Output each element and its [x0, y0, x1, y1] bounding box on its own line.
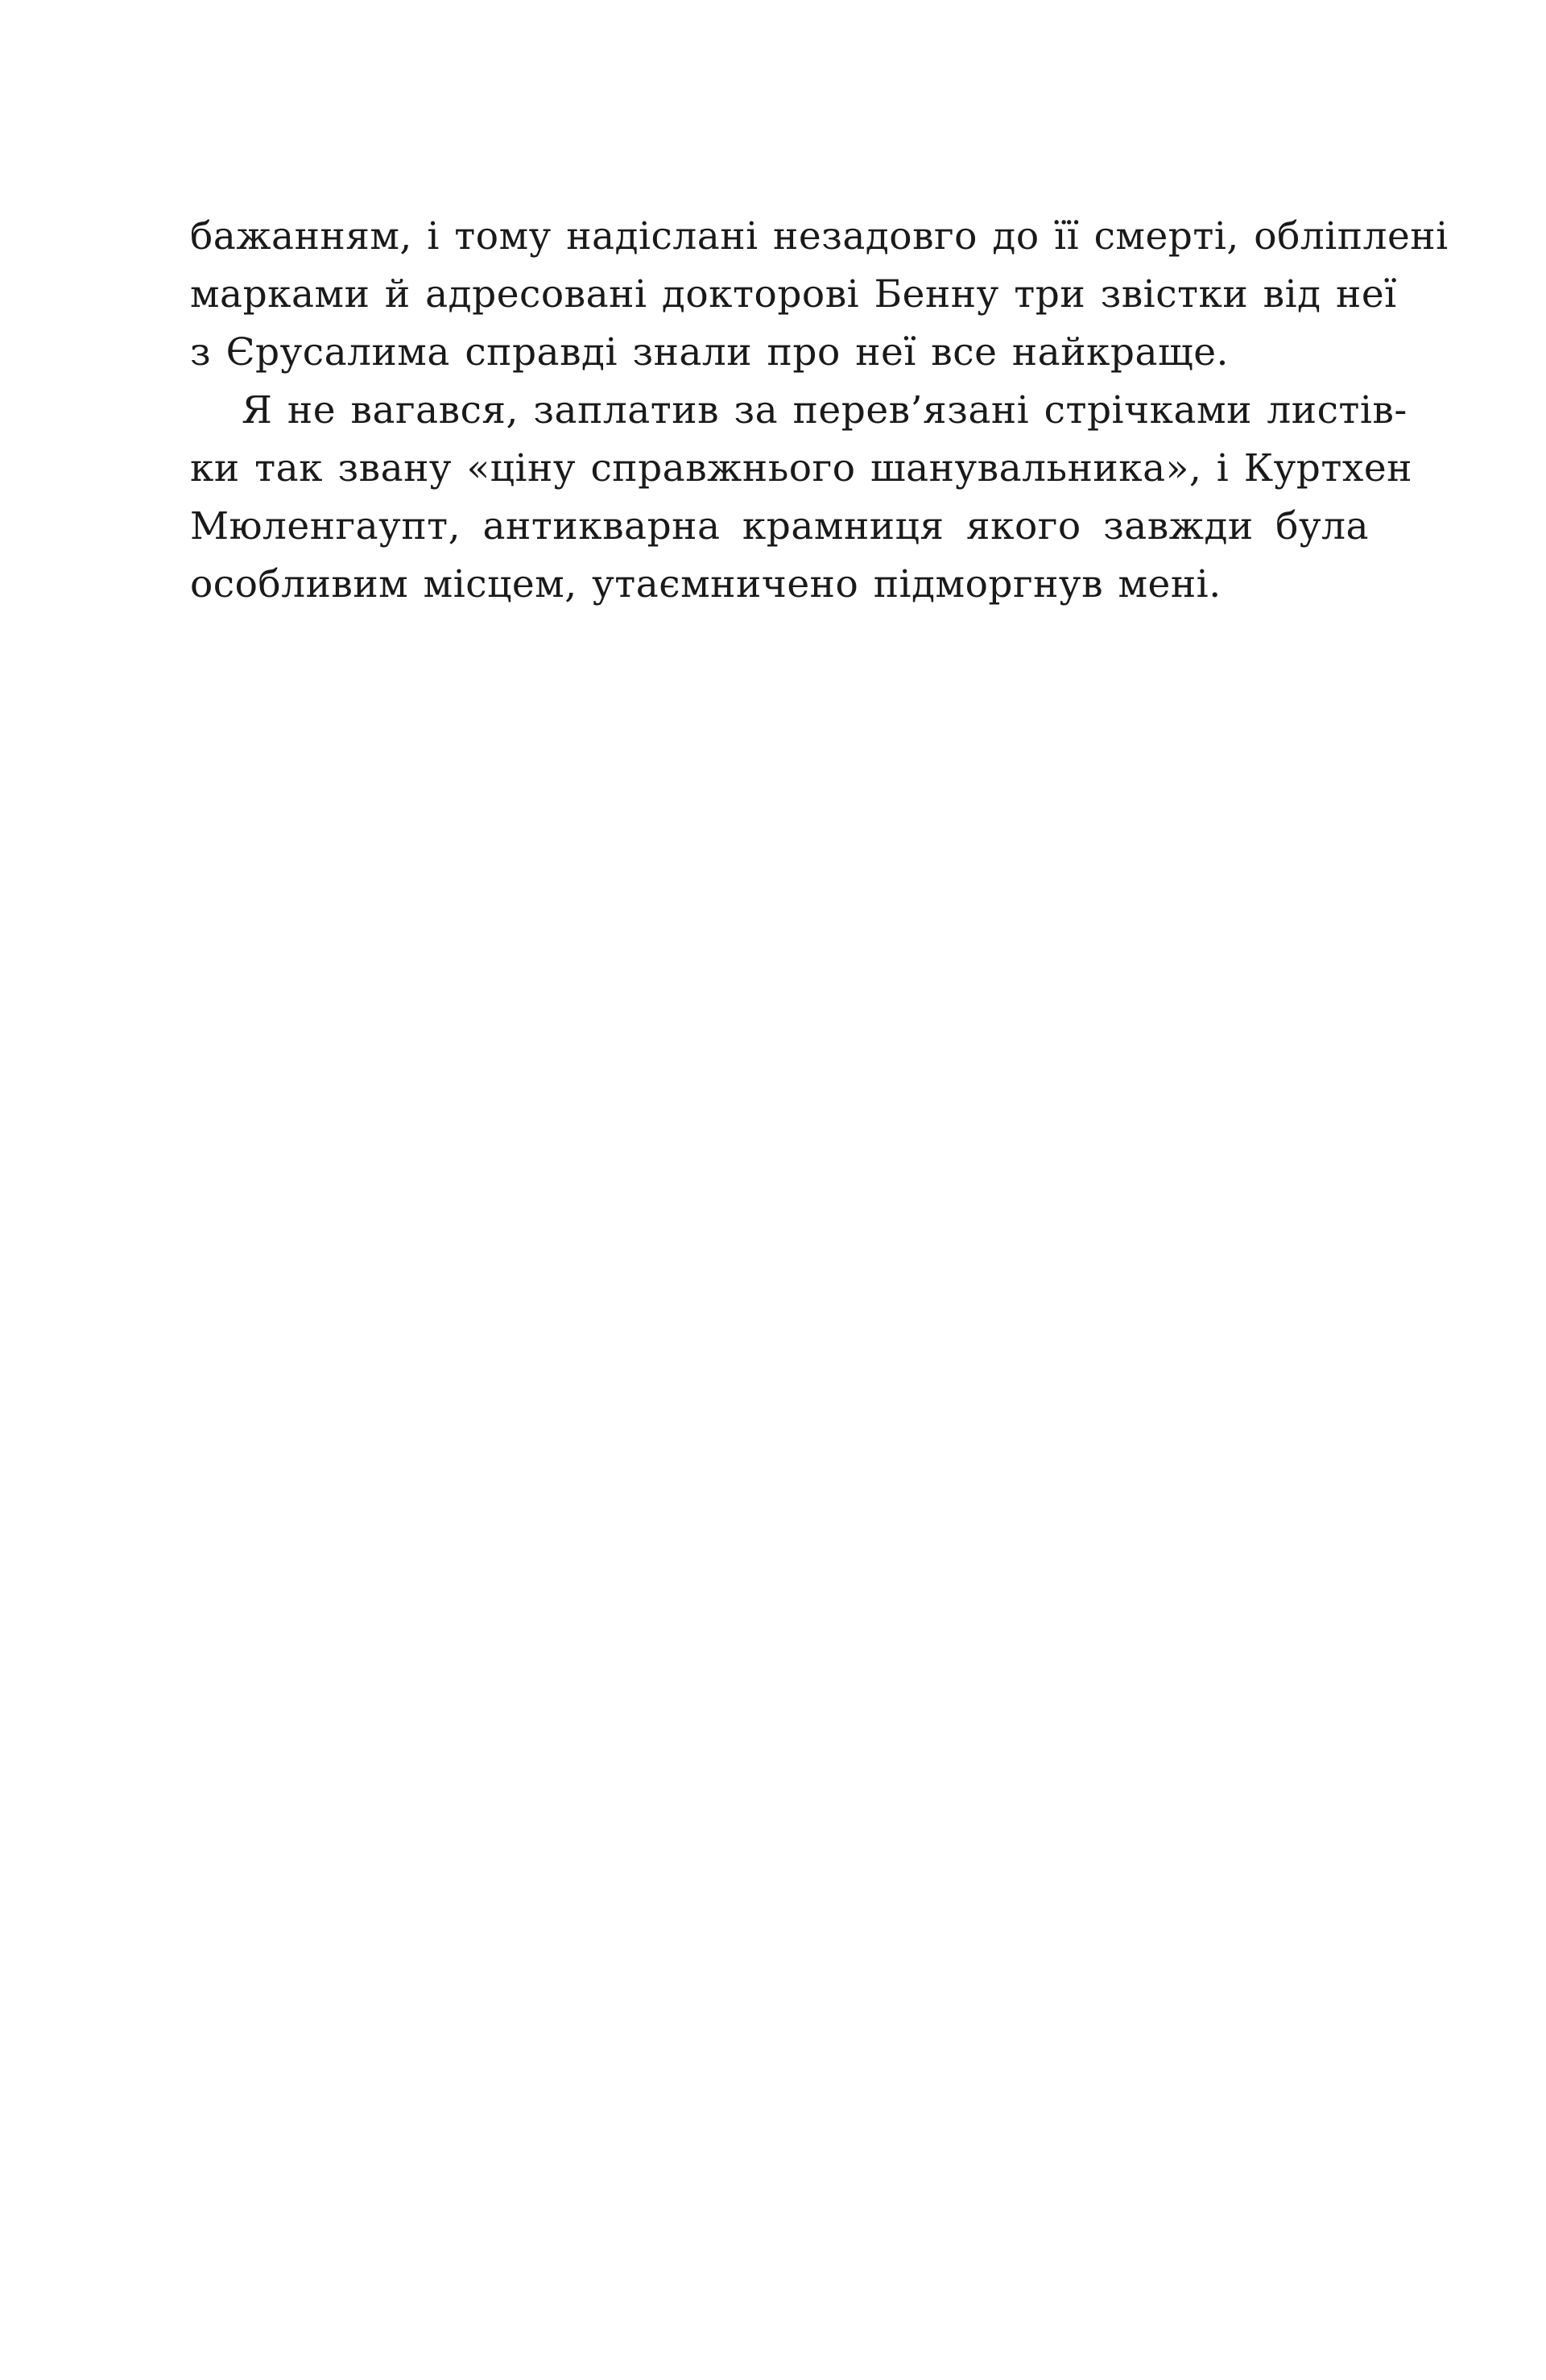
text-line: Мюленгаупт, антикварна крамниця якого завжди була	[190, 504, 1369, 548]
paragraph-1	[190, 208, 1449, 382]
text-line: ки так звану «ціну справжнього шанувальника», і Куртхен	[190, 446, 1413, 490]
text-line: особливим місцем, утаємничено підморгнув мені.	[190, 562, 1222, 606]
paragraph-2	[190, 382, 1413, 614]
text-line: марками й адресовані докторові Бенну три звістки від неї	[190, 272, 1397, 317]
text-line: бажанням, і тому надіслані незадовго до її смерті, обліплені	[190, 214, 1449, 259]
body-text	[190, 208, 1449, 614]
text-line: з Єрусалима справді знали про неї все найкраще.	[190, 330, 1229, 375]
text-line: Я не вагався, заплатив за перев’язані стрічками листів-	[242, 388, 1408, 433]
